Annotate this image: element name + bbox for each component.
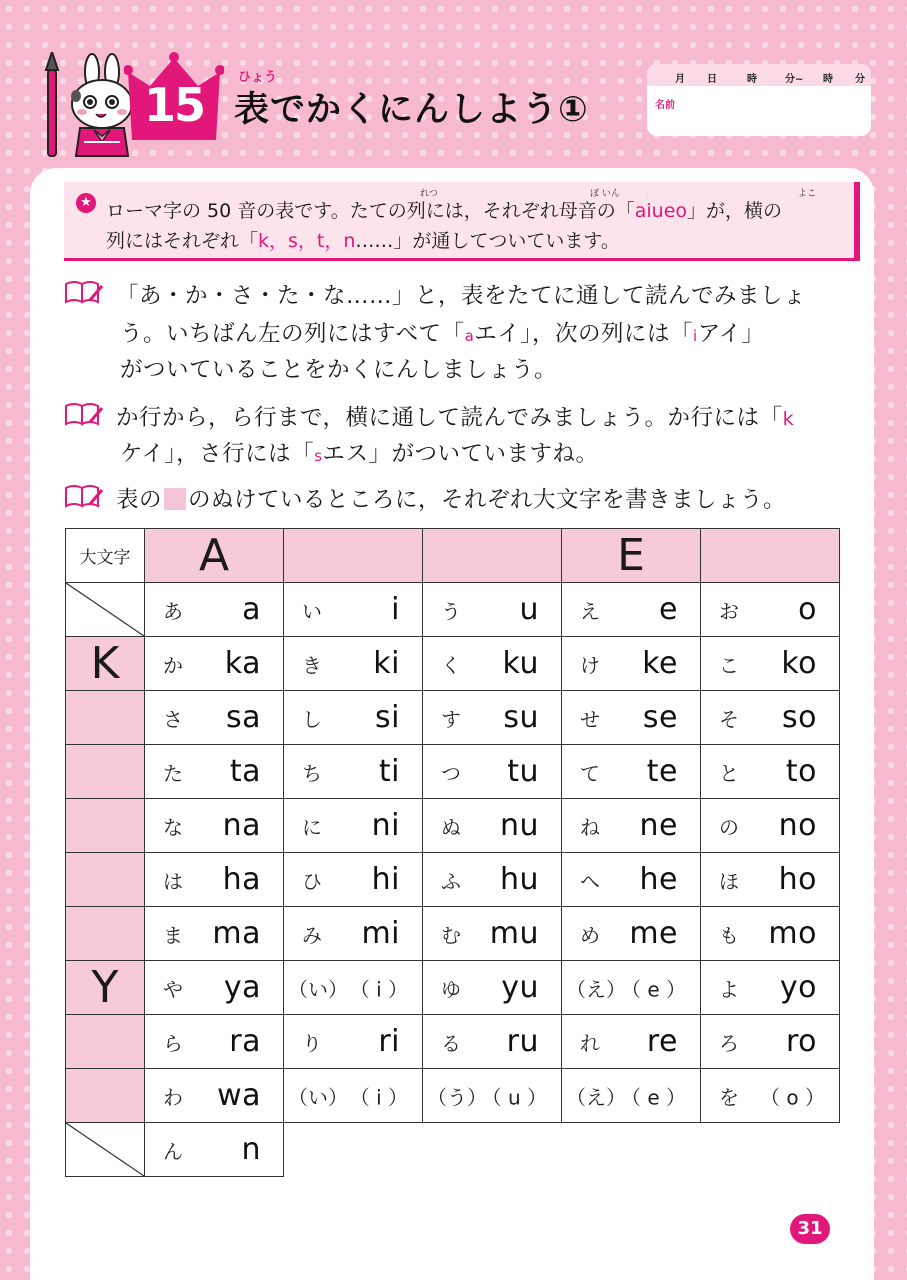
hiragana: ら bbox=[163, 1031, 183, 1055]
romaji: nu bbox=[499, 807, 539, 843]
kana-cell bbox=[562, 961, 701, 1015]
romaji: ru bbox=[506, 1023, 539, 1059]
table-row bbox=[66, 799, 840, 853]
header-label: 大文字 bbox=[79, 548, 131, 568]
kana-cell bbox=[284, 799, 423, 853]
table-row bbox=[66, 853, 840, 907]
month-label: 月 bbox=[675, 74, 685, 85]
romaji: i bbox=[391, 591, 400, 627]
capital-cell[interactable] bbox=[66, 1015, 145, 1069]
hiragana: （い） bbox=[288, 977, 348, 1001]
capital-cell[interactable] bbox=[66, 745, 145, 799]
romaji: o bbox=[798, 591, 817, 627]
romaji: ti bbox=[378, 753, 400, 789]
ruby-yoko: よこ bbox=[798, 189, 817, 199]
hiragana: ひ bbox=[302, 869, 322, 893]
romaji: ho bbox=[778, 861, 817, 897]
kana-cell bbox=[423, 691, 562, 745]
note-text: 列にはそれぞれ「 bbox=[106, 230, 259, 252]
kana-cell bbox=[145, 907, 284, 961]
instr-text: う。いちばん左の列にはすべて「 bbox=[120, 321, 465, 347]
romaji: ke bbox=[642, 645, 678, 681]
table-row bbox=[66, 691, 840, 745]
hiragana: ゆ bbox=[441, 977, 461, 1001]
kana-cell bbox=[701, 637, 840, 691]
note-text: ……」が通してついています。 bbox=[355, 230, 620, 252]
capital-cell[interactable] bbox=[66, 583, 145, 637]
note-line-1 bbox=[106, 196, 782, 223]
kana-cell bbox=[701, 691, 840, 745]
capital-cell[interactable] bbox=[66, 853, 145, 907]
hiragana: き bbox=[302, 653, 322, 677]
romaji: su bbox=[503, 699, 539, 735]
romaji: （ e ） bbox=[620, 1085, 686, 1109]
romaji: n bbox=[241, 1131, 261, 1167]
romaji: hi bbox=[371, 861, 400, 897]
romaji-table bbox=[65, 528, 840, 1177]
hiragana: を bbox=[719, 1085, 739, 1109]
hiragana: （え） bbox=[566, 1085, 626, 1109]
hiragana: の bbox=[719, 815, 739, 839]
kana-cell bbox=[701, 1069, 840, 1123]
hiragana: さ bbox=[163, 707, 183, 731]
kana-cell bbox=[562, 1015, 701, 1069]
day-label: 日 bbox=[707, 74, 717, 85]
capital-cell[interactable]: K bbox=[66, 637, 145, 691]
romaji: ha bbox=[222, 861, 261, 897]
hiragana: り bbox=[302, 1031, 322, 1055]
minute-to-label: 分 bbox=[855, 74, 865, 85]
romaji: no bbox=[778, 807, 817, 843]
kana-cell bbox=[423, 1015, 562, 1069]
note-text: ローマ字の 50 音の表です。たての列には，それぞれ母音の「 bbox=[106, 200, 635, 222]
kana-cell bbox=[423, 907, 562, 961]
romaji: ro bbox=[785, 1023, 817, 1059]
date-row bbox=[647, 64, 871, 86]
romaji: si bbox=[375, 699, 400, 735]
romaji: hu bbox=[499, 861, 539, 897]
table-row bbox=[66, 1123, 840, 1177]
page-title: 表でかくにんしよう① bbox=[234, 90, 589, 130]
hiragana: は bbox=[163, 869, 183, 893]
romaji: ri bbox=[378, 1023, 400, 1059]
romaji: sa bbox=[225, 699, 261, 735]
romaji: ku bbox=[502, 645, 539, 681]
kana-cell bbox=[423, 745, 562, 799]
romaji: ya bbox=[223, 969, 261, 1005]
capital-cell[interactable]: Y bbox=[66, 961, 145, 1015]
header-vowel-cell[interactable]: E bbox=[562, 529, 701, 583]
kana-cell bbox=[423, 961, 562, 1015]
kana-cell bbox=[701, 961, 840, 1015]
instruction-1-line-1: 「あ・か・さ・た・な……」と，表をたてに通して読んでみましょ bbox=[116, 283, 807, 309]
kana-cell bbox=[145, 637, 284, 691]
kana-cell bbox=[145, 799, 284, 853]
hiragana: （え） bbox=[566, 977, 626, 1001]
hiragana: ふ bbox=[441, 869, 461, 893]
romaji: me bbox=[629, 915, 678, 951]
romaji: ta bbox=[229, 753, 261, 789]
romaji: ra bbox=[229, 1023, 261, 1059]
table-row bbox=[66, 637, 840, 691]
hiragana: わ bbox=[163, 1085, 183, 1109]
pink-swatch bbox=[164, 488, 186, 510]
romaji: wa bbox=[217, 1077, 261, 1113]
lesson-number: 15 bbox=[143, 78, 204, 132]
instr-text: ケイ」，さ行には「 bbox=[120, 441, 315, 467]
kana-cell bbox=[701, 1015, 840, 1069]
kana-cell bbox=[145, 1015, 284, 1069]
instruction-1-line-3: がついていることをかくにんしましょう。 bbox=[120, 357, 558, 383]
capital-cell[interactable] bbox=[66, 691, 145, 745]
hiragana: つ bbox=[441, 761, 461, 785]
romaji: ni bbox=[371, 807, 400, 843]
letter-a: a bbox=[464, 327, 475, 345]
kana-cell bbox=[145, 853, 284, 907]
kana-cell bbox=[284, 1069, 423, 1123]
hiragana: ね bbox=[580, 815, 600, 839]
hiragana: と bbox=[719, 761, 739, 785]
kana-cell bbox=[562, 583, 701, 637]
book-pencil-icon bbox=[64, 280, 104, 306]
romaji: ne bbox=[639, 807, 678, 843]
hiragana: ぬ bbox=[441, 815, 461, 839]
romaji: （ o ） bbox=[760, 1085, 825, 1109]
kana-cell bbox=[562, 907, 701, 961]
kana-cell bbox=[423, 637, 562, 691]
romaji: ki bbox=[373, 645, 400, 681]
table-row bbox=[66, 1015, 840, 1069]
instr-text: アイ」 bbox=[697, 321, 765, 347]
romaji: na bbox=[222, 807, 261, 843]
kana-cell bbox=[562, 691, 701, 745]
hiragana: る bbox=[441, 1031, 461, 1055]
hiragana: ち bbox=[302, 761, 322, 785]
letter-k: k bbox=[782, 408, 795, 430]
hiragana: う bbox=[441, 599, 461, 623]
romaji: （ i ） bbox=[349, 1085, 408, 1109]
romaji: （ e ） bbox=[620, 977, 686, 1001]
kana-cell bbox=[145, 583, 284, 637]
kana-cell bbox=[145, 1123, 284, 1177]
instruction-2-line-2 bbox=[120, 436, 599, 468]
header-vowel-cell[interactable] bbox=[701, 529, 840, 583]
capital-cell[interactable] bbox=[66, 799, 145, 853]
page-number: 31 bbox=[790, 1214, 830, 1244]
kana-cell bbox=[284, 1015, 423, 1069]
diagonal-line bbox=[66, 583, 144, 636]
kana-cell bbox=[284, 691, 423, 745]
romaji: so bbox=[782, 699, 817, 735]
hiragana: ろ bbox=[719, 1031, 739, 1055]
hiragana: し bbox=[302, 707, 322, 731]
note-text: 」が，横の bbox=[687, 200, 783, 222]
hiragana: て bbox=[580, 761, 600, 785]
hiragana: そ bbox=[719, 707, 739, 731]
hiragana: い bbox=[302, 599, 322, 623]
header-vowel-cell[interactable] bbox=[284, 529, 423, 583]
instr-text: 表の bbox=[116, 487, 163, 513]
letter-i: i bbox=[693, 327, 698, 345]
kana-cell bbox=[145, 691, 284, 745]
romaji: mo bbox=[768, 915, 817, 951]
hiragana: あ bbox=[163, 599, 183, 623]
kana-cell bbox=[284, 907, 423, 961]
instruction-3 bbox=[116, 482, 786, 514]
kana-cell bbox=[284, 853, 423, 907]
hiragana: も bbox=[719, 923, 739, 947]
romaji: a bbox=[242, 591, 261, 627]
hiragana: ま bbox=[163, 923, 183, 947]
kana-cell bbox=[701, 799, 840, 853]
romaji: e bbox=[659, 591, 678, 627]
table-row bbox=[66, 745, 840, 799]
diagonal-line bbox=[66, 1123, 144, 1176]
hiragana: く bbox=[441, 653, 461, 677]
hiragana: せ bbox=[580, 707, 600, 731]
hiragana: ん bbox=[163, 1139, 183, 1163]
ruby-retsu: れつ bbox=[420, 189, 438, 199]
kana-cell bbox=[145, 961, 284, 1015]
romaji: mi bbox=[361, 915, 400, 951]
hour2-label: 時 bbox=[823, 74, 833, 85]
hiragana: め bbox=[580, 923, 600, 947]
kana-cell bbox=[284, 961, 423, 1015]
table-row bbox=[66, 1069, 840, 1123]
kana-cell bbox=[423, 583, 562, 637]
hiragana: や bbox=[163, 977, 183, 1001]
kana-cell bbox=[701, 853, 840, 907]
star-icon: ★ bbox=[76, 193, 96, 213]
instr-text: エス」がついていますね。 bbox=[322, 441, 599, 467]
kana-cell bbox=[284, 583, 423, 637]
hiragana: む bbox=[441, 923, 461, 947]
kana-cell bbox=[423, 1069, 562, 1123]
romaji: yo bbox=[779, 969, 817, 1005]
hiragana: よ bbox=[719, 977, 739, 1001]
hiragana: れ bbox=[580, 1031, 600, 1055]
romaji: mu bbox=[489, 915, 539, 951]
hiragana: （う） bbox=[427, 1085, 487, 1109]
kana-cell bbox=[562, 1069, 701, 1123]
note-consonants: k，s，t，n bbox=[258, 230, 356, 252]
kana-cell bbox=[423, 799, 562, 853]
letter-s: s bbox=[314, 447, 323, 465]
header-vowel-cell[interactable]: A bbox=[145, 529, 284, 583]
kana-cell bbox=[562, 745, 701, 799]
hiragana: け bbox=[580, 653, 600, 677]
romaji: he bbox=[639, 861, 678, 897]
kana-cell bbox=[145, 745, 284, 799]
romaji: ka bbox=[224, 645, 261, 681]
romaji: se bbox=[642, 699, 678, 735]
minute-from-label: 分~ bbox=[785, 74, 804, 85]
hiragana: に bbox=[302, 815, 322, 839]
kana-cell bbox=[284, 637, 423, 691]
romaji: yu bbox=[501, 969, 539, 1005]
header-label-cell bbox=[66, 529, 145, 583]
note-vowels: aiueo bbox=[634, 200, 688, 222]
header-row bbox=[66, 529, 840, 583]
romaji: （ u ） bbox=[481, 1085, 547, 1109]
book-pencil-icon bbox=[64, 484, 104, 510]
table-row bbox=[66, 583, 840, 637]
date-name-box bbox=[647, 64, 871, 136]
hiragana: な bbox=[163, 815, 183, 839]
kana-cell bbox=[562, 853, 701, 907]
instruction-2-line-1 bbox=[116, 400, 794, 432]
hiragana: す bbox=[441, 707, 461, 731]
hiragana: こ bbox=[719, 653, 739, 677]
kana-cell bbox=[701, 745, 840, 799]
hiragana: か bbox=[163, 653, 183, 677]
romaji: te bbox=[646, 753, 678, 789]
table-row bbox=[66, 961, 840, 1015]
hiragana: ほ bbox=[719, 869, 739, 893]
kana-cell bbox=[701, 907, 840, 961]
hour-label: 時 bbox=[747, 74, 757, 85]
capital-cell[interactable] bbox=[66, 1069, 145, 1123]
header-vowel-cell[interactable] bbox=[423, 529, 562, 583]
table-row bbox=[66, 907, 840, 961]
hiragana: た bbox=[163, 761, 183, 785]
romaji: ma bbox=[212, 915, 261, 951]
capital-cell[interactable] bbox=[66, 907, 145, 961]
hiragana: お bbox=[719, 599, 739, 623]
ruby-boin: ぼ いん bbox=[590, 189, 620, 199]
hiragana: （い） bbox=[288, 1085, 348, 1109]
romaji: （ i ） bbox=[349, 977, 408, 1001]
note-line-2 bbox=[106, 226, 620, 253]
romaji: re bbox=[646, 1023, 678, 1059]
romaji: u bbox=[519, 591, 539, 627]
hiragana: え bbox=[580, 599, 600, 623]
kana-cell bbox=[562, 637, 701, 691]
hiragana: へ bbox=[580, 869, 600, 893]
hiragana: み bbox=[302, 923, 322, 947]
instr-text: のぬけているところに，それぞれ大文字を書きましょう。 bbox=[188, 487, 787, 513]
kana-cell bbox=[562, 799, 701, 853]
instr-text: エイ」，次の列には「 bbox=[474, 321, 694, 347]
capital-cell[interactable] bbox=[66, 1123, 145, 1177]
instr-text: か行から，ら行まで，横に通して読んでみましょう。か行には「 bbox=[116, 405, 783, 431]
romaji: ko bbox=[781, 645, 817, 681]
name-label: 名前 bbox=[655, 100, 675, 111]
romaji: to bbox=[785, 753, 817, 789]
book-pencil-icon bbox=[64, 402, 104, 428]
kana-cell bbox=[145, 1069, 284, 1123]
kana-cell bbox=[284, 745, 423, 799]
title-ruby: ひょう bbox=[238, 70, 278, 85]
instruction-1-line-2 bbox=[120, 316, 765, 348]
kana-cell bbox=[701, 583, 840, 637]
kana-cell bbox=[423, 853, 562, 907]
romaji: tu bbox=[507, 753, 539, 789]
